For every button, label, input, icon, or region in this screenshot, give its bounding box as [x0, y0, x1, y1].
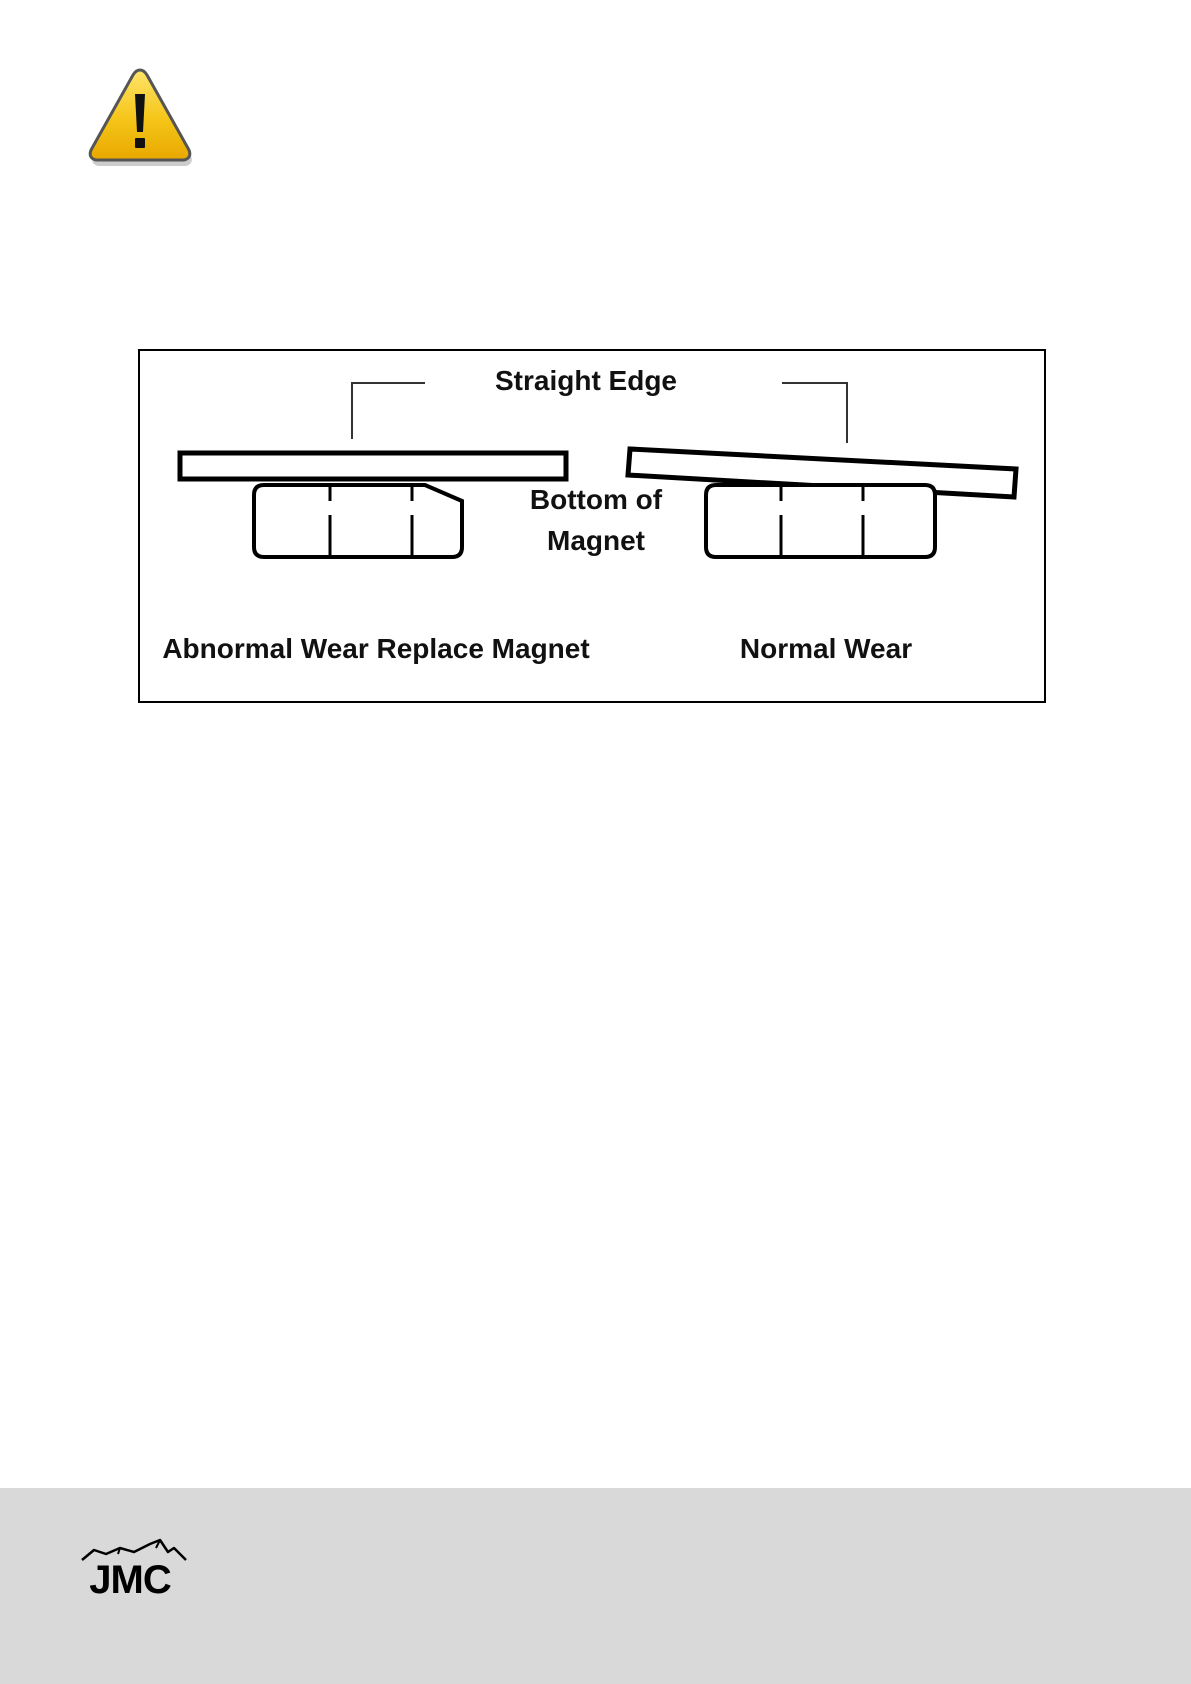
mountain-outline [82, 1540, 186, 1560]
bottom-of-magnet-label-line1: Bottom of [529, 484, 663, 515]
straight-edge-leader-left [352, 383, 425, 439]
straight-edge-leader-right [782, 383, 847, 443]
bottom-of-magnet-label-line2: Magnet [547, 525, 645, 556]
normal-wear-label: Normal Wear [739, 633, 913, 664]
warning-icon [86, 66, 194, 170]
page-footer [0, 1488, 1191, 1684]
normal-magnet [706, 485, 935, 557]
straight-edge-bar-left [180, 453, 566, 479]
magnet-wear-diagram [138, 349, 1046, 703]
worn-magnet [254, 485, 462, 557]
logo-text: JMC [89, 1558, 171, 1596]
abnormal-wear-label: Abnormal Wear Replace Magnet [162, 633, 590, 664]
company-logo [62, 1538, 198, 1596]
straight-edge-label: Straight Edge [494, 365, 678, 396]
